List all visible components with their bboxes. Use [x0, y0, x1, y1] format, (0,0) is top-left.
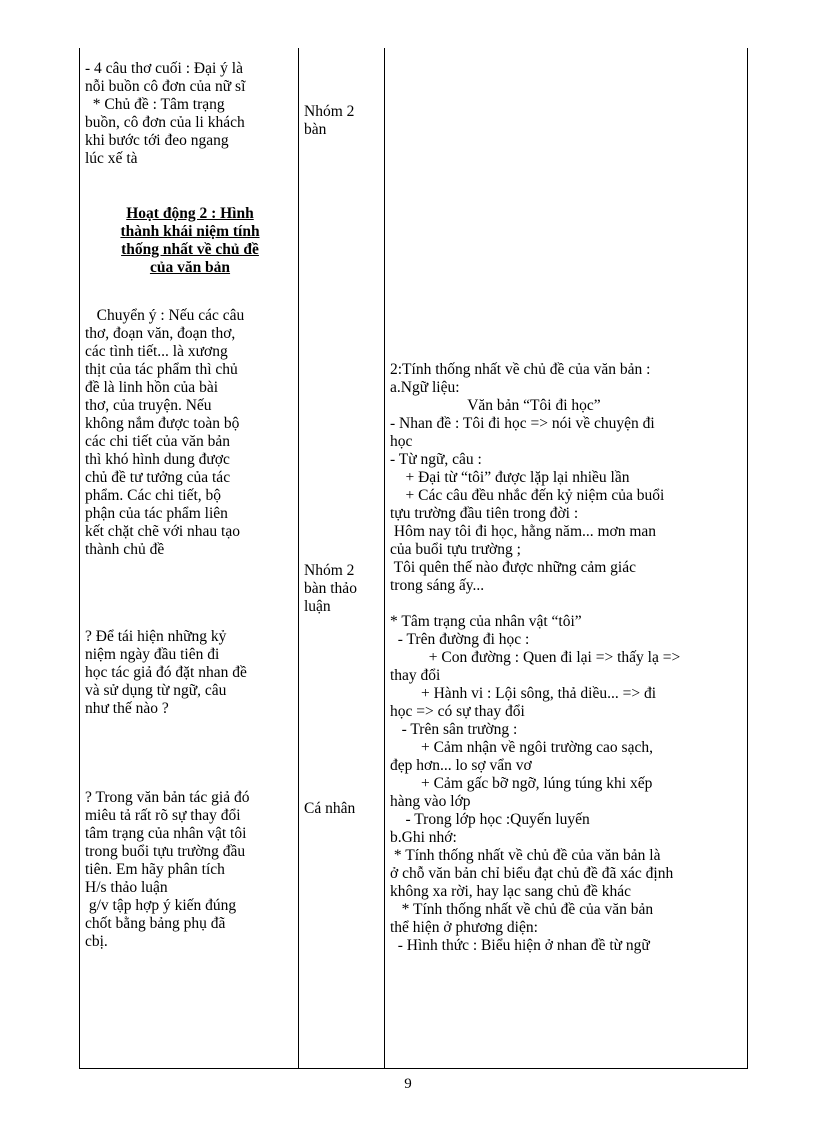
text-line: ? Trong văn bản tác giả đó: [85, 789, 250, 806]
text-line: không nắm được toàn bộ: [85, 415, 240, 432]
page-number: 9: [404, 1076, 412, 1092]
text-line: chủ đề tư tưởng của tác: [85, 469, 231, 486]
text-line: học => có sự thay đổi: [390, 703, 525, 720]
text-line: đẹp hơn... lo sợ vẩn vơ: [390, 757, 532, 774]
text-line: kết chặt chẽ với nhau tạo: [85, 523, 240, 540]
text-line: Nhóm 2: [304, 562, 355, 579]
text-line: - Hình thức : Biểu hiện ở nhan đề từ ngữ: [390, 937, 650, 954]
text-line: buồn, cô đơn của li khách: [85, 114, 245, 131]
text-line: luận: [304, 598, 331, 615]
text-line: tiên. Em hãy phân tích: [85, 861, 225, 878]
text-line: phẩm. Các chi tiết, bộ: [85, 487, 222, 504]
text-line: * Tính thống nhất về chủ đề của văn bản: [390, 901, 654, 918]
text-line: thể hiện ở phương diện:: [390, 919, 538, 936]
text-line: + Hành vi : Lội sông, thả diều... => đi: [390, 685, 657, 702]
text-line: [390, 595, 746, 613]
text-line: các chi tiết của văn bản: [85, 433, 231, 450]
mid-block-2: [304, 562, 382, 616]
text-line: Tôi quên thế nào được những cảm giác: [390, 559, 636, 576]
text-line: của văn bản: [149, 259, 231, 276]
left-block-2: [85, 307, 295, 559]
text-line: * Tính thống nhất về chủ đề của văn bản là: [390, 847, 661, 864]
text-line: Cá nhân: [304, 800, 356, 817]
text-line: H/s thảo luận: [85, 879, 168, 896]
text-line: thay đổi: [390, 667, 441, 684]
text-line: - Trên sân trường :: [390, 721, 518, 738]
text-line: - Trên đường đi học :: [390, 631, 530, 648]
text-line: như thế nào ?: [85, 700, 169, 717]
text-line: + Cảm nhận về ngôi trường cao sạch,: [390, 739, 653, 756]
text-line: và sử dụng từ ngữ, câu: [85, 682, 227, 699]
text-line: * Tâm trạng của nhân vật “tôi”: [390, 613, 582, 630]
text-line: đề là linh hồn của bài: [85, 379, 218, 396]
text-line: lúc xế tà: [85, 150, 138, 167]
left-block-4: [85, 789, 295, 951]
text-line: nỗi buồn cô đơn của nữ sĩ: [85, 78, 246, 95]
text-line: miêu tả rất rõ sự thay đổi: [85, 807, 241, 824]
text-line: niệm ngày đầu tiên đi: [85, 646, 220, 663]
text-line: 2:Tính thống nhất về chủ đề của văn bản :: [390, 361, 651, 378]
text-line: + Đại từ “tôi” được lặp lại nhiều lần: [390, 469, 630, 486]
text-line: thống nhất về chủ đề: [121, 241, 259, 258]
text-line: thành khái niệm tính: [120, 223, 260, 240]
text-line: ở chỗ văn bản chỉ biểu đạt chủ đề đã xác định: [390, 865, 674, 882]
text-line: + Con đường : Quen đi lại => thấy lạ =>: [390, 649, 681, 666]
text-line: Hoạt động 2 : Hình: [126, 205, 254, 222]
text-line: khi bước tới đeo ngang: [85, 132, 229, 149]
text-line: Văn bản “Tôi đi học”: [390, 397, 601, 414]
column-divider: [298, 48, 299, 1068]
text-line: ? Để tái hiện những kỷ: [85, 628, 227, 645]
text-line: * Chủ đề : Tâm trạng: [85, 96, 225, 113]
text-line: của buổi tựu trường ;: [390, 541, 521, 558]
text-line: tựu trường đầu tiên trong đời :: [390, 505, 579, 522]
text-line: bàn: [304, 121, 327, 138]
text-line: tâm trạng của nhân vật tôi: [85, 825, 247, 842]
text-line: chốt bằng bảng phụ đã: [85, 915, 226, 932]
text-line: b.Ghi nhớ:: [390, 829, 457, 846]
text-line: bàn thảo: [304, 580, 357, 597]
text-line: cbị.: [85, 933, 108, 950]
text-line: Hôm nay tôi đi học, hằng năm... mơn man: [390, 523, 657, 540]
text-line: - Nhan đề : Tôi đi học => nói về chuyện đi: [390, 415, 655, 432]
text-line: + Các câu đều nhắc đến kỷ niệm của buổi: [390, 487, 665, 504]
text-line: trong sáng ấy...: [390, 577, 485, 594]
text-line: + Cảm gấc bỡ ngỡ, lúng túng khi xếp: [390, 775, 653, 792]
text-line: trong buổi tựu trường đầu: [85, 843, 246, 860]
text-line: Nhóm 2: [304, 103, 355, 120]
text-line: không xa rời, hay lạc sang chủ đề khác: [390, 883, 632, 900]
text-line: - Trong lớp học :Quyến luyến: [390, 811, 590, 828]
text-line: Chuyển ý : Nếu các câu: [85, 307, 245, 324]
text-line: - 4 câu thơ cuối : Đại ý là: [85, 60, 243, 77]
left-block-1: [85, 60, 295, 168]
text-line: phận của tác phẩm liên: [85, 505, 228, 522]
text-line: thành chủ đề: [85, 541, 165, 558]
mid-block-3: [304, 800, 382, 818]
text-line: hàng vào lớp: [390, 793, 471, 810]
text-line: a.Ngữ liệu:: [390, 379, 460, 396]
text-line: học tác giả đó đặt nhan đề: [85, 664, 247, 681]
lesson-table: [79, 48, 748, 1069]
text-line: thơ, của truyện. Nếu: [85, 397, 212, 414]
text-line: g/v tập hợp ý kiến đúng: [85, 897, 237, 914]
mid-block-1: [304, 103, 382, 139]
left-block-3: [85, 628, 295, 718]
text-line: học: [390, 433, 413, 450]
activity-heading: [85, 205, 295, 277]
text-line: thơ, đoạn văn, đoạn thơ,: [85, 325, 236, 342]
text-line: - Từ ngữ, câu :: [390, 451, 482, 468]
column-divider: [384, 48, 385, 1068]
text-line: thì khó hình dung được: [85, 451, 230, 468]
text-line: các tình tiết... là xương: [85, 343, 228, 360]
text-line: thịt của tác phẩm thì chủ: [85, 361, 238, 378]
right-content: [390, 361, 746, 955]
